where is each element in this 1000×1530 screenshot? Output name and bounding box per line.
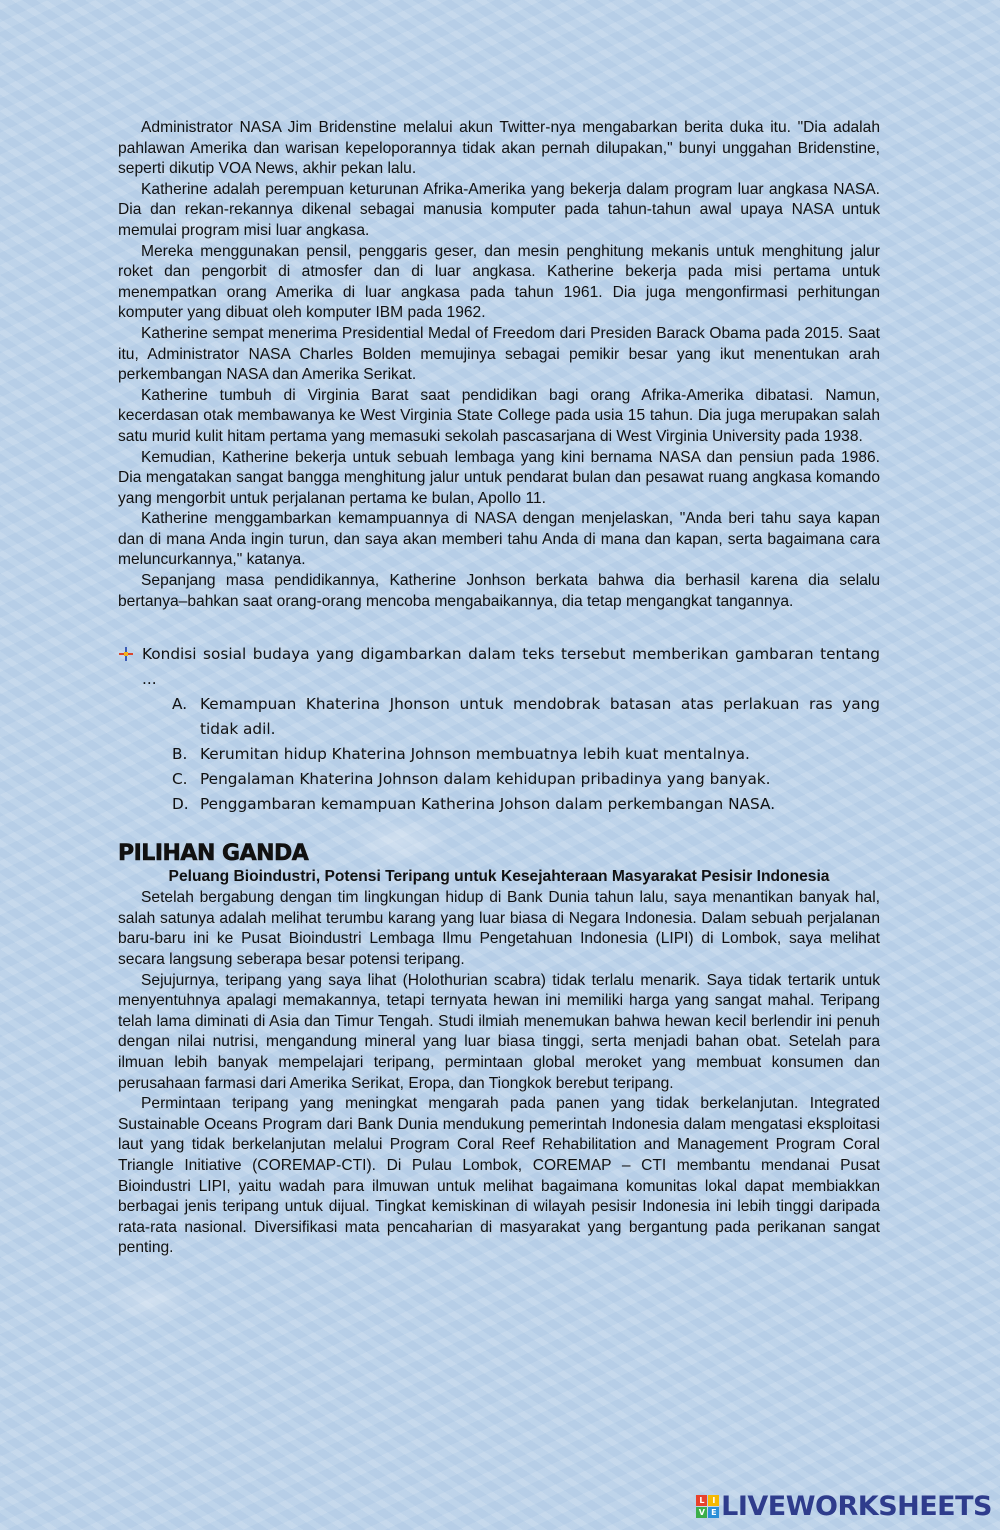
question-block — [118, 642, 880, 817]
article-title: Peluang Bioindustri, Potensi Teripang untuk Kesejahteraan Masyarakat Pesisir Indonesia — [168, 868, 830, 886]
paragraph: Administrator NASA Jim Bridenstine melalui akun Twitter-nya mengabarkan berita duka itu. "Dia adalah pahlawan Amerika dan warisan kepeloporannya tidak akan pernah dilupakan," bunyi unggahan Bridenstine, seperti dikutip VOA News, akhir pekan lalu. — [118, 119, 880, 178]
liveworksheets-watermark — [696, 1491, 992, 1522]
paragraph: Permintaan teripang yang meningkat mengarah pada panen yang tidak berkelanjutan. Integrated Sustainable Oceans Program dari Bank Dunia mendukung pemerintah Indonesia dalam mengatasi eksploitasi laut yang tidak berkelanjutan melalui Program Coral Reef Rehabilitation and Management Program Coral Triangle Initiative (COREMAP-CTI). Di Pulau Lombok, COREMAP – CTI membantu mendanai Pusat Bioindustri LIPI, yaitu wadah para ilmuwan untuk melihat bagaimana komunitas lokal dapat membiakkan berbagai jenis teripang untuk dijual. Tingkat kemiskinan di wilayah pesisir Indonesia ini lebih tinggi daripada rata-rata nasional. Diversifikasi mata pencaharian di masyarakat yang bergantung pada perikanan sangat penting. — [118, 1095, 880, 1257]
worksheet-page — [118, 118, 880, 1259]
section-heading: PILIHAN GANDA — [118, 841, 309, 867]
answer-option-b[interactable]: B. Kerumitan hidup Khaterina Johnson membuatnya lebih kuat mentalnya. — [172, 745, 750, 764]
paragraph: Katherine adalah perempuan keturunan Afrika-Amerika yang bekerja dalam program luar angkasa NASA. Dia dan rekan-rekannya dikenal sebagai manusia komputer pada tahun-tahun awal upaya NASA untuk memulai program misi luar angkasa. — [118, 180, 880, 239]
answer-option-d[interactable]: D. Penggambaran kemampuan Katherina Johson dalam perkembangan NASA. — [172, 795, 776, 814]
question-text: Kondisi sosial budaya yang digambarkan dalam teks tersebut memberikan gambaran tentang ... — [142, 645, 880, 689]
paragraph: Katherine sempat menerima Presidential Medal of Freedom dari Presiden Barack Obama pada 2015. Saat itu, Administrator NASA Charles Bolden memujinya sebagai pemikir besar yang ikut menentukan arah perkembangan NASA dan Amerika Serikat. — [118, 324, 880, 384]
paragraph: Sepanjang masa pendidikannya, Katherine Jonhson berkata bahwa dia berhasil karena dia selalu bertanya–bahkan saat orang-orang mencoba mengabaikannya, dia tetap mengangkat tangannya. — [118, 572, 880, 610]
paragraph: Sejujurnya, teripang yang saya lihat (Holothurian scabra) tidak terlalu menarik. Saya tidak tertarik untuk menyentuhnya apalagi memakannya, tetapi ternyata hewan ini memiliki harga yang sangat mahal. Teripang telah lama diminati di Asia dan Timur Tengah. Studi ilmiah menemukan bahwa hewan kecil berlendir ini penuh dengan nilai nutrisi, mengandung mineral yang luar biasa tinggi, serta menjadi bahan obat. Setelah para ilmuan lebih banyak mempelajari teripang, permintaan global meroket yang membuat konsumen dan perusahaan farmasi dari Amerika Serikat, Eropa, dan Tiongkok berebut teripang. — [118, 971, 880, 1092]
paragraph: Kemudian, Katherine bekerja untuk sebuah lembaga yang kini bernama NASA dan pensiun pada 1986. Dia mengatakan sangat bangga menghitung jalur untuk pendarat bulan dan pesawat ruang angkasa komando yang mengorbit untuk perjalanan pertama ke bulan, Apollo 11. — [118, 448, 880, 507]
answer-options — [142, 692, 880, 817]
paragraph: Mereka menggunakan pensil, penggaris geser, dan mesin penghitung mekanis untuk menghitung jalur roket dan pengorbit di atmosfer dan di luar angkasa. Katherine bekerja pada misi pertama untuk menempatkan orang Amerika di luar angkasa pada tahun 1961. Dia juga mengonfirmasi perhitungan komputer yang dibuat oleh komputer IBM pada 1962. — [118, 242, 880, 322]
sparkle-bullet-icon — [118, 646, 134, 662]
intro-article — [118, 118, 880, 612]
paragraph: Katherine tumbuh di Virginia Barat saat pendidikan bagi orang Afrika-Amerika dibatasi. Namun, kecerdasan otak membawanya ke West Virginia State College pada usia 15 tahun. Dia juga merupakan salah satu murid kulit hitam pertama yang memasuki sekolah pascasarjana di West Virginia University pada 1938. — [118, 386, 880, 445]
second-article — [118, 888, 880, 1259]
paragraph: Katherine menggambarkan kemampuannya di NASA dengan menjelaskan, "Anda beri tahu saya kapan dan di mana Anda ingin turun, dan saya akan memberi tahu Anda di mana dan kapan, serta bagaimana cara meluncurkannya," katanya. — [118, 510, 880, 569]
answer-option-c[interactable]: C. Pengalaman Khaterina Johnson dalam kehidupan pribadinya yang banyak. — [172, 770, 771, 789]
paragraph: Setelah bergabung dengan tim lingkungan hidup di Bank Dunia tahun lalu, saya menantikan banyak hal, salah satunya adalah melihat terumbu karang yang luar biasa di Negara Indonesia. Dalam sebuah perjalanan baru-baru ini ke Pusat Bioindustri Lembaga Ilmu Pengetahuan Indonesia (LIPI) di Lombok, saya melihat secara langsung seberapa besar potensi teripang. — [118, 889, 880, 969]
watermark-text: LIVEWORKSHEETS — [721, 1491, 992, 1522]
answer-option-a[interactable]: A. Kemampuan Khaterina Jhonson untuk mendobrak batasan atas perlakuan ras yang tidak adil. — [172, 695, 880, 739]
liveworksheets-logo-icon: L I V E — [696, 1495, 719, 1518]
